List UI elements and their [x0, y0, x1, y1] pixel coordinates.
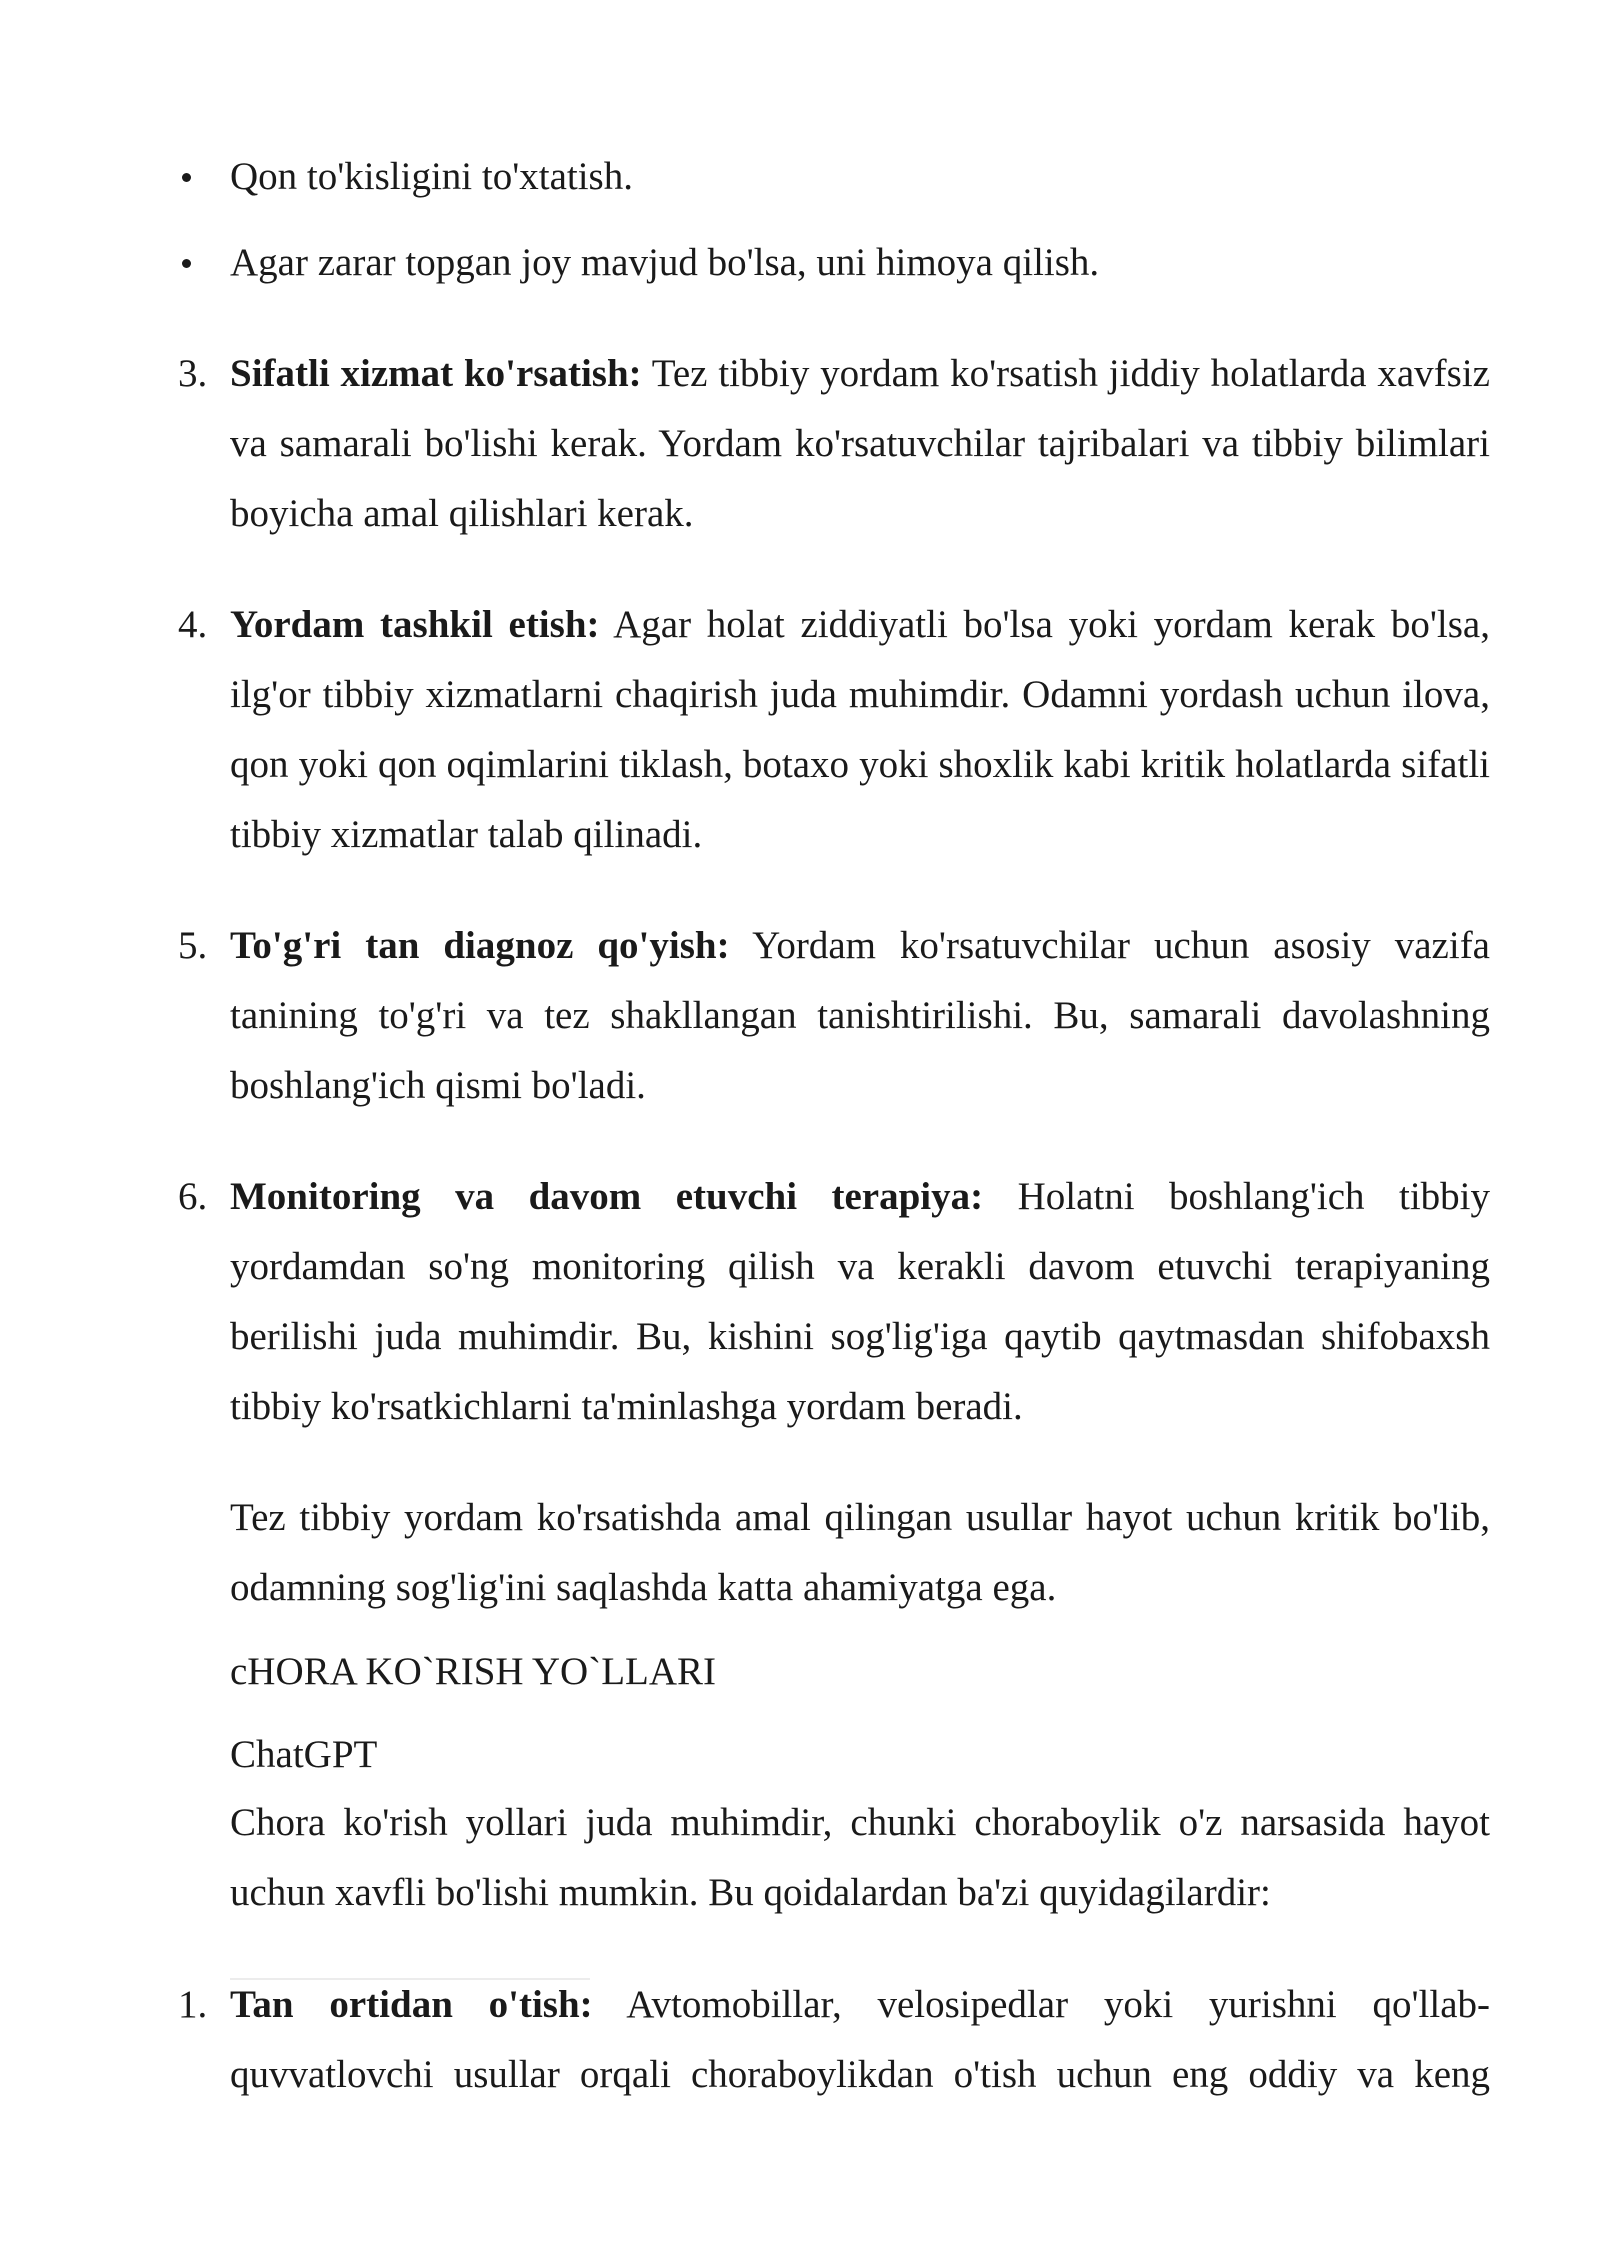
item-number: 1. [178, 1983, 208, 2026]
item-text: Holatni boshlang'ich tibbiy yordamdan so'ng monitoring qilish va kerakli davom etuvchi terapiyaning berilishi juda muhimdir. Bu, kishini sog'lig'iga qaytib qaytmasdan shifobaxsh tibbiy ko'rsatkichlarni ta'minlashga yordam beradi. [230, 1175, 1491, 1428]
numbered-item [178, 339, 1490, 549]
numbered-item [178, 911, 1490, 1121]
item-lead: To'g'ri tan diagnoz qo'yish: [230, 924, 730, 967]
item-paragraph [230, 339, 1490, 549]
bullet-marker [182, 259, 191, 268]
numbered-item [178, 1162, 1491, 1442]
intro-paragraph: Chora ko'rish yollari juda muhimdir, chunki choraboylik o'z narsasida hayot uchun xavfli bo'lishi mumkin. Bu qoidalardan ba'zi quyidagilardir: [230, 1801, 1490, 1914]
bullet-text: Agar zarar topgan joy mavjud bo'lsa, uni himoya qilish. [230, 241, 1100, 284]
item-paragraph [230, 590, 1490, 870]
item-text: Tez tibbiy yordam ko'rsatish jiddiy holatlarda xavfsiz va samarali bo'lishi kerak. Yordam ko'rsatuvchilar tajribalari va tibbiy bilimlari boyicha amal qilishlari kerak. [230, 352, 1490, 535]
numbered-item [178, 1970, 1490, 2110]
item-lead: Monitoring va davom etuvchi terapiya: [230, 1175, 984, 1218]
bullet-text: Qon to'kisligini to'xtatish. [230, 155, 633, 198]
item-lead: Tan ortidan o'tish: [230, 1983, 593, 2026]
prompt-line: cHORA KO`RISH YO`LLARI [230, 1650, 717, 1693]
item-number: 5. [178, 924, 208, 967]
numbered-item [178, 590, 1490, 870]
author-line: ChatGPT [230, 1733, 378, 1776]
item-text: Avtomobillar, velosipedlar yoki yurishni qo'llab-quvvatlovchi usullar orqali choraboylikdan o'tish uchun eng oddiy va keng [230, 1983, 1490, 2096]
item-text: Agar holat ziddiyatli bo'lsa yoki yordam kerak bo'lsa, ilg'or tibbiy xizmatlarni chaqirish juda muhimdir. Odamni yordash uchun ilova, qon yoki qon oqimlarini tiklash, botaxo yoki shoxlik kabi kritik holatlarda sifatli tibbiy xizmatlar talab qilinadi. [230, 603, 1490, 856]
item-number: 3. [178, 352, 208, 395]
item-lead: Yordam tashkil etish: [230, 603, 600, 646]
item-number: 6. [178, 1175, 208, 1218]
item-paragraph [230, 1970, 1490, 2110]
item-lead: Sifatli xizmat ko'rsatish: [230, 352, 642, 395]
bullet-marker [182, 173, 191, 182]
item-number: 4. [178, 603, 208, 646]
item-paragraph [230, 1162, 1490, 1442]
item-paragraph [230, 911, 1490, 1121]
item-text: Yordam ko'rsatuvchilar uchun asosiy vazifa tanining to'g'ri va tez shakllangan tanishtirilishi. Bu, samarali davolashning boshlang'ich qismi bo'ladi. [230, 924, 1490, 1107]
list-item [230, 142, 1490, 212]
summary-paragraph: Tez tibbiy yordam ko'rsatishda amal qilingan usullar hayot uchun kritik bo'lib, odamning sog'lig'ini saqlashda katta ahamiyatga ega. [230, 1496, 1490, 1609]
list-item [230, 228, 1490, 298]
